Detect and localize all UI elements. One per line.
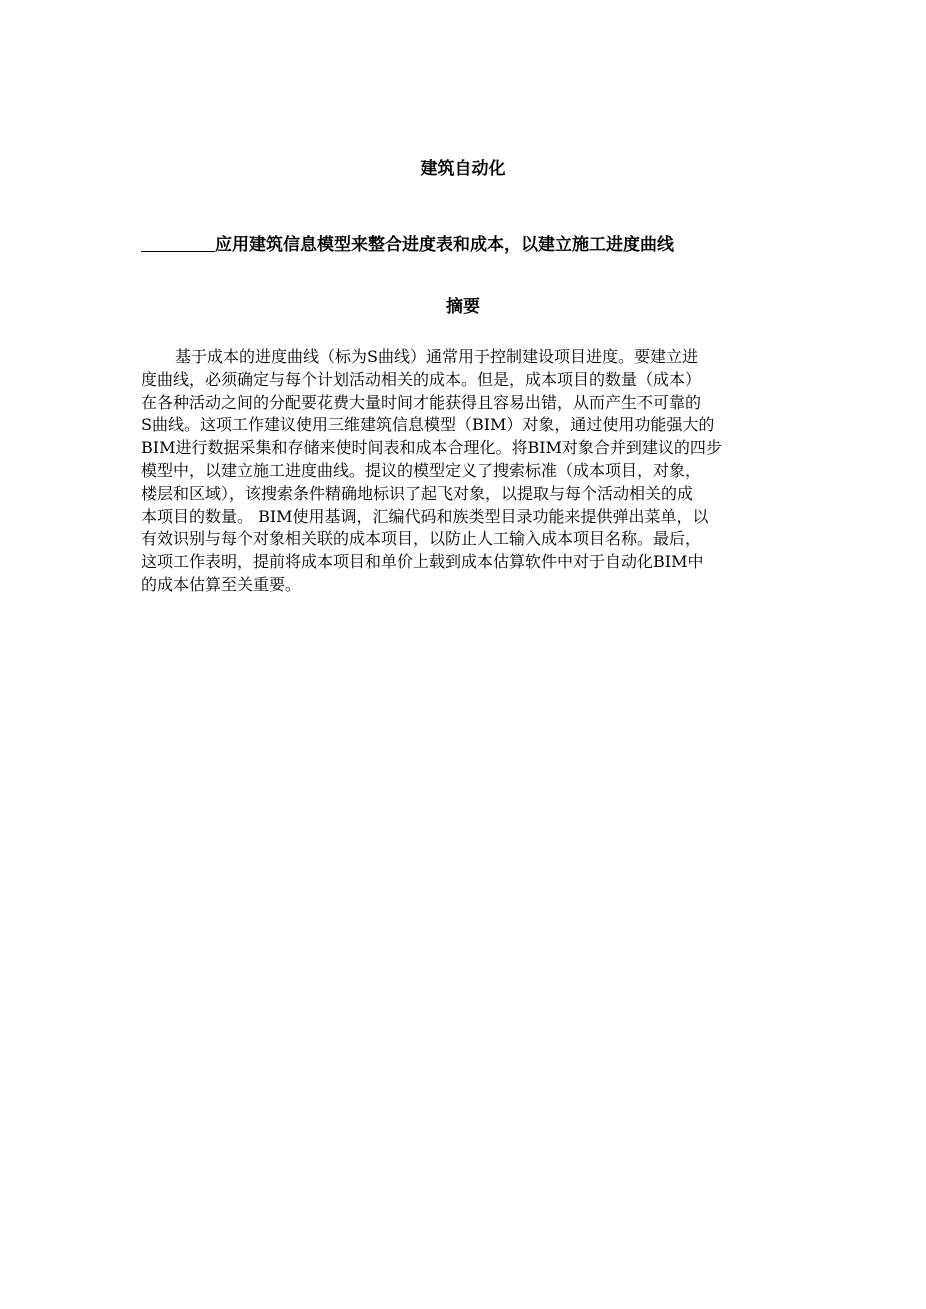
paper-title: 应用建筑信息模型来整合进度表和成本，以建立施工进度曲线 <box>215 235 674 255</box>
abstract-line: 这项工作表明，提前将成本项目和单价上载到成本估算软件中对于自动化BIM中 <box>141 552 704 572</box>
abstract-heading: 摘要 <box>446 297 480 317</box>
abstract-line: 在各种活动之间的分配要花费大量时间才能获得且容易出错，从而产生不可靠的 <box>141 392 702 412</box>
abstract-line: 模型中，以建立施工进度曲线。提议的模型定义了搜索标准（成本项目，对象， <box>141 460 702 480</box>
abstract-line: 基于成本的进度曲线（标为S曲线）通常用于控制建设项目进度。要建立进 <box>175 347 698 366</box>
abstract-line: S曲线。这项工作建议使用三维建筑信息模型（BIM）对象，通过使用功能强大的 <box>141 415 715 435</box>
document-title: 建筑自动化 <box>420 159 506 179</box>
abstract-body <box>141 346 786 597</box>
paper-title-row <box>141 233 801 256</box>
abstract-line: 楼层和区域），该搜索条件精确地标识了起飞对象，以提取与每个活动相关的成 <box>141 483 694 503</box>
abstract-line: 的成本估算至关重要。 <box>141 574 302 594</box>
abstract-line: 本项目的数量。 BIM使用基调，汇编代码和族类型目录功能来提供弹出菜单，以 <box>141 506 709 526</box>
fill-in-blank-line <box>141 233 215 252</box>
abstract-line: BIM进行数据采集和存储来使时间表和成本合理化。将BIM对象合并到建议的四步 <box>141 438 722 458</box>
abstract-line: 有效识别与每个对象相关联的成本项目，以防止人工输入成本项目名称。最后， <box>141 529 702 549</box>
abstract-line: 度曲线，必须确定与每个计划活动相关的成本。但是，成本项目的数量（成本） <box>141 369 702 389</box>
